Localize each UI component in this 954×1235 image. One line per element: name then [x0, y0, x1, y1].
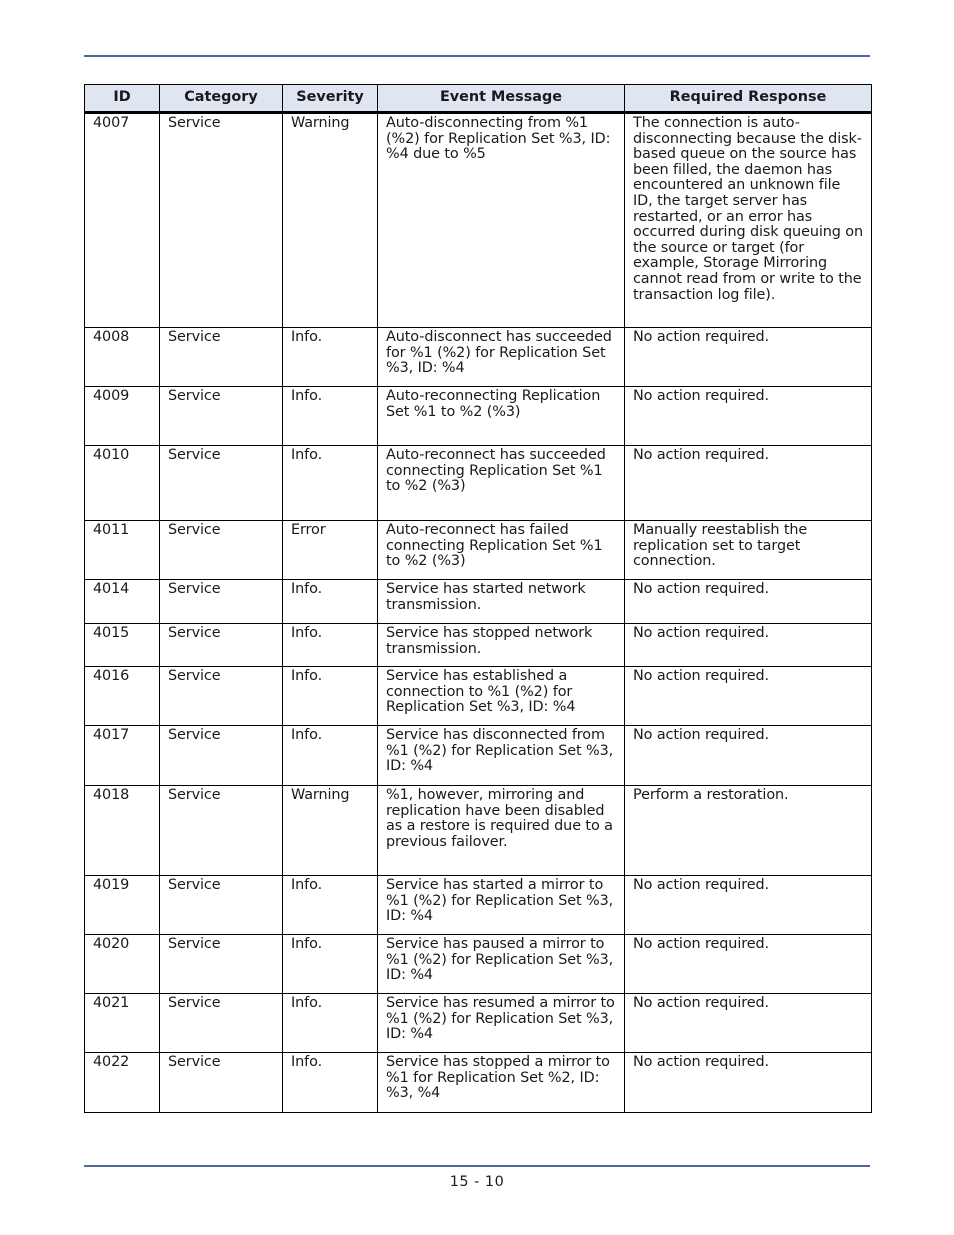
table-row — [85, 328, 872, 387]
table-row — [85, 580, 872, 624]
cell-required-response: No action required. — [625, 667, 872, 726]
cell-required-response: The connection is auto-disconnecting because the disk-based queue on the source has been filled, the daemon has encountered an unknown file ID, the target server has restarted, or an error has occurred during disk queuing on the source or target (for example, Storage Mirroring cannot read from or write to the transaction log file). — [625, 113, 872, 328]
cell-event-message: Service has paused a mirror to %1 (%2) for Replication Set %3, ID: %4 — [378, 935, 625, 994]
cell-category: Service — [160, 521, 283, 580]
cell-id: 4009 — [85, 387, 160, 446]
cell-event-message: Service has started a mirror to %1 (%2) for Replication Set %3, ID: %4 — [378, 876, 625, 935]
cell-id: 4022 — [85, 1053, 160, 1113]
cell-required-response: No action required. — [625, 935, 872, 994]
cell-severity: Error — [283, 521, 378, 580]
cell-id: 4019 — [85, 876, 160, 935]
cell-required-response: No action required. — [625, 994, 872, 1053]
cell-severity: Info. — [283, 726, 378, 786]
cell-event-message: Auto-reconnect has succeeded connecting Replication Set %1 to %2 (%3) — [378, 446, 625, 521]
footer-rule — [84, 1165, 870, 1167]
cell-category: Service — [160, 1053, 283, 1113]
event-table — [84, 84, 872, 1113]
table-row — [85, 521, 872, 580]
cell-severity: Info. — [283, 1053, 378, 1113]
cell-id: 4011 — [85, 521, 160, 580]
cell-severity: Info. — [283, 935, 378, 994]
cell-id: 4021 — [85, 994, 160, 1053]
cell-event-message: Auto-reconnecting Replication Set %1 to %2 (%3) — [378, 387, 625, 446]
cell-required-response: No action required. — [625, 580, 872, 624]
cell-category: Service — [160, 113, 283, 328]
cell-severity: Info. — [283, 876, 378, 935]
cell-category: Service — [160, 580, 283, 624]
cell-severity: Info. — [283, 624, 378, 667]
cell-event-message: Service has disconnected from %1 (%2) for Replication Set %3, ID: %4 — [378, 726, 625, 786]
cell-event-message: Service has resumed a mirror to %1 (%2) for Replication Set %3, ID: %4 — [378, 994, 625, 1053]
table-row — [85, 667, 872, 726]
cell-id: 4015 — [85, 624, 160, 667]
table-row — [85, 786, 872, 876]
header-rule — [84, 55, 870, 57]
table-row — [85, 935, 872, 994]
cell-category: Service — [160, 387, 283, 446]
cell-category: Service — [160, 876, 283, 935]
cell-required-response: No action required. — [625, 726, 872, 786]
cell-event-message: Auto-reconnect has failed connecting Replication Set %1 to %2 (%3) — [378, 521, 625, 580]
cell-required-response: No action required. — [625, 876, 872, 935]
cell-required-response: No action required. — [625, 624, 872, 667]
table-row — [85, 1053, 872, 1113]
table-row — [85, 994, 872, 1053]
cell-id: 4010 — [85, 446, 160, 521]
cell-category: Service — [160, 624, 283, 667]
cell-event-message: Service has stopped network transmission. — [378, 624, 625, 667]
cell-severity: Warning — [283, 786, 378, 876]
cell-category: Service — [160, 994, 283, 1053]
table-header-row — [85, 85, 872, 113]
cell-id: 4018 — [85, 786, 160, 876]
cell-required-response: No action required. — [625, 328, 872, 387]
cell-event-message: Service has established a connection to %1 (%2) for Replication Set %3, ID: %4 — [378, 667, 625, 726]
cell-severity: Info. — [283, 667, 378, 726]
cell-required-response: Perform a restoration. — [625, 786, 872, 876]
cell-event-message: Auto-disconnect has succeeded for %1 (%2) for Replication Set %3, ID: %4 — [378, 328, 625, 387]
column-header-severity: Severity — [283, 85, 378, 113]
cell-id: 4008 — [85, 328, 160, 387]
cell-category: Service — [160, 328, 283, 387]
column-header-required-response: Required Response — [625, 85, 872, 113]
cell-event-message: Service has stopped a mirror to %1 for Replication Set %2, ID: %3, %4 — [378, 1053, 625, 1113]
cell-event-message: %1, however, mirroring and replication have been disabled as a restore is required due to a previous failover. — [378, 786, 625, 876]
table-row — [85, 726, 872, 786]
cell-severity: Info. — [283, 328, 378, 387]
cell-severity: Info. — [283, 580, 378, 624]
cell-required-response: No action required. — [625, 387, 872, 446]
cell-id: 4020 — [85, 935, 160, 994]
cell-severity: Info. — [283, 446, 378, 521]
cell-category: Service — [160, 667, 283, 726]
table-row — [85, 387, 872, 446]
table-row — [85, 876, 872, 935]
cell-required-response: Manually reestablish the replication set to target connection. — [625, 521, 872, 580]
column-header-id: ID — [85, 85, 160, 113]
cell-severity: Warning — [283, 113, 378, 328]
cell-id: 4016 — [85, 667, 160, 726]
cell-required-response: No action required. — [625, 446, 872, 521]
column-header-event-message: Event Message — [378, 85, 625, 113]
column-header-category: Category — [160, 85, 283, 113]
cell-category: Service — [160, 786, 283, 876]
cell-event-message: Auto-disconnecting from %1 (%2) for Replication Set %3, ID: %4 due to %5 — [378, 113, 625, 328]
cell-severity: Info. — [283, 387, 378, 446]
cell-category: Service — [160, 935, 283, 994]
page-number: 15 - 10 — [449, 1174, 505, 1190]
cell-required-response: No action required. — [625, 1053, 872, 1113]
table-row — [85, 113, 872, 328]
cell-category: Service — [160, 446, 283, 521]
cell-category: Service — [160, 726, 283, 786]
cell-id: 4017 — [85, 726, 160, 786]
cell-event-message: Service has started network transmission. — [378, 580, 625, 624]
cell-id: 4014 — [85, 580, 160, 624]
table-row — [85, 446, 872, 521]
table-row — [85, 624, 872, 667]
cell-severity: Info. — [283, 994, 378, 1053]
cell-id: 4007 — [85, 113, 160, 328]
